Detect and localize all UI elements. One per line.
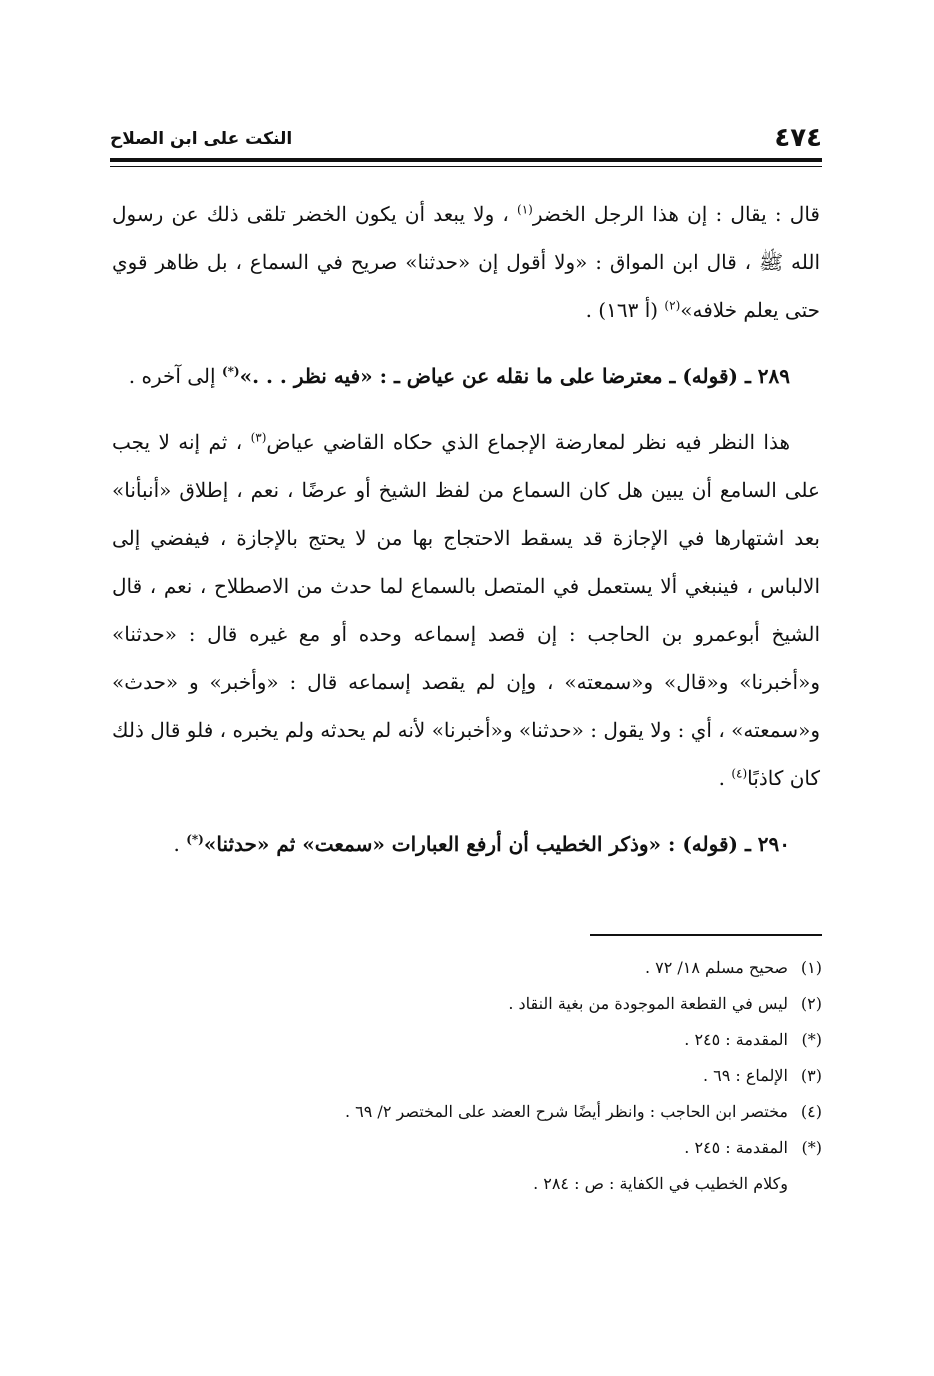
paragraph-1-part-a: قال : يقال : إن هذا الرجل الخضر — [532, 202, 820, 226]
footnote-4 — [112, 1094, 822, 1130]
paragraph-1-part-c: (أ ١٦٣) . — [585, 298, 665, 322]
footnote-1 — [112, 950, 822, 986]
footnote-star-1 — [112, 1022, 822, 1058]
footnote-mark: (٤) — [800, 1102, 822, 1121]
footnote-star-2 — [112, 1130, 822, 1166]
footnote-3 — [112, 1058, 822, 1094]
footnote-text: مختصر ابن الحاجب : وانظر أيضًا شرح العضد على المختصر ٢/ ٦٩ . — [344, 1102, 788, 1121]
entry-289-rest: إلى آخره . — [128, 364, 222, 388]
footnote-ref-star-2: (*) — [186, 832, 204, 847]
footnote-mark: (٢) — [800, 994, 822, 1013]
footnote-ref-2: (٢) — [664, 298, 681, 313]
footnote-mark: (*) — [801, 1138, 822, 1157]
footnotes — [112, 950, 822, 1202]
footnote-ref-3: (٣) — [250, 430, 267, 445]
footnote-ref-4: (٤) — [731, 766, 748, 781]
footnote-2 — [112, 986, 822, 1022]
footnote-star-2-continued — [112, 1166, 822, 1202]
entry-290-heading: ٢٩٠ ـ (قوله) : «وذكر الخطيب أن أرفع العبارات «سمعت» ثم «حدثنا» — [203, 832, 790, 856]
footnote-text: المقدمة : ٢٤٥ . — [684, 1138, 788, 1157]
entry-289 — [112, 352, 820, 400]
main-text — [112, 190, 820, 886]
entry-290-end: . — [173, 832, 187, 856]
paragraph-2-part-a: هذا النظر فيه نظر لمعارضة الإجماع الذي حكاه القاضي عياض — [266, 430, 790, 454]
footnote-separator — [590, 934, 822, 936]
paragraph-1-part-b: ، ولا يبعد أن يكون الخضر تلقى ذلك عن رسول الله ﷺ ، قال ابن المواق : «ولا أقول إن «حدثنا» صريح في السماع ، بل ظاهر قوي حتى يعلم خلافه» — [112, 202, 820, 322]
footnote-mark: (١) — [800, 958, 822, 977]
footnote-mark: (*) — [801, 1030, 822, 1049]
entry-290 — [112, 820, 820, 868]
footnote-text: صحيح مسلم ١٨/ ٧٢ . — [644, 958, 788, 977]
paragraph-2-part-c: . — [718, 766, 732, 790]
footnote-text: الإلماع : ٦٩ . — [702, 1066, 788, 1085]
entry-289-heading: ٢٨٩ ـ (قوله) ـ معترضا على ما نقله عن عياض ـ : «فيه نظر . . .» — [239, 364, 790, 388]
footnote-ref-star-1: (*) — [221, 364, 240, 379]
header-rule-thin — [110, 166, 822, 167]
paragraph-1 — [112, 190, 820, 334]
page-header — [110, 122, 822, 156]
footnote-ref-1: (١) — [517, 202, 533, 217]
footnote-text: المقدمة : ٢٤٥ . — [684, 1030, 788, 1049]
footnote-mark: (٣) — [800, 1066, 822, 1085]
footnote-text: وكلام الخطيب في الكفاية : ص : ٢٨٤ . — [533, 1174, 788, 1193]
running-title: النكت على ابن الصلاح — [110, 129, 293, 149]
header-rule-thick — [110, 158, 822, 162]
page-number: ٤٧٤ — [774, 123, 822, 153]
footnote-text: ليس في القطعة الموجودة من بغية النقاد . — [508, 994, 788, 1013]
paragraph-2-part-b: ، ثم إنه لا يجب على السامع أن يبين هل كان السماع من لفظ الشيخ أو عرضًا ، نعم ، إطلاق «أنبأنا» بعد اشتهارها في الإجازة قد يسقط الاحتجاج بها من لا يحتج بالإجازة ، فيفضي إلى الالباس ، فينبغي ألا يستعمل في المتصل بالسماع لما حدث من الاصطلاح ، نعم ، قال الشيخ أبوعمرو بن الحاجب : إن قصد إسماعه وحده أو مع غيره قال : «حدثنا» و«أخبرنا» و«قال» و«سمعته» ، وإن لم يقصد إسماعه قال : «وأخبر» و «حدث» و«سمعته» ، أي : ولا يقول : «حدثنا» و«أخبرنا» لأنه لم يحدثه ولم يخبره ، فلو قال ذلك كان كاذبًا — [112, 430, 820, 790]
paragraph-2 — [112, 418, 820, 802]
